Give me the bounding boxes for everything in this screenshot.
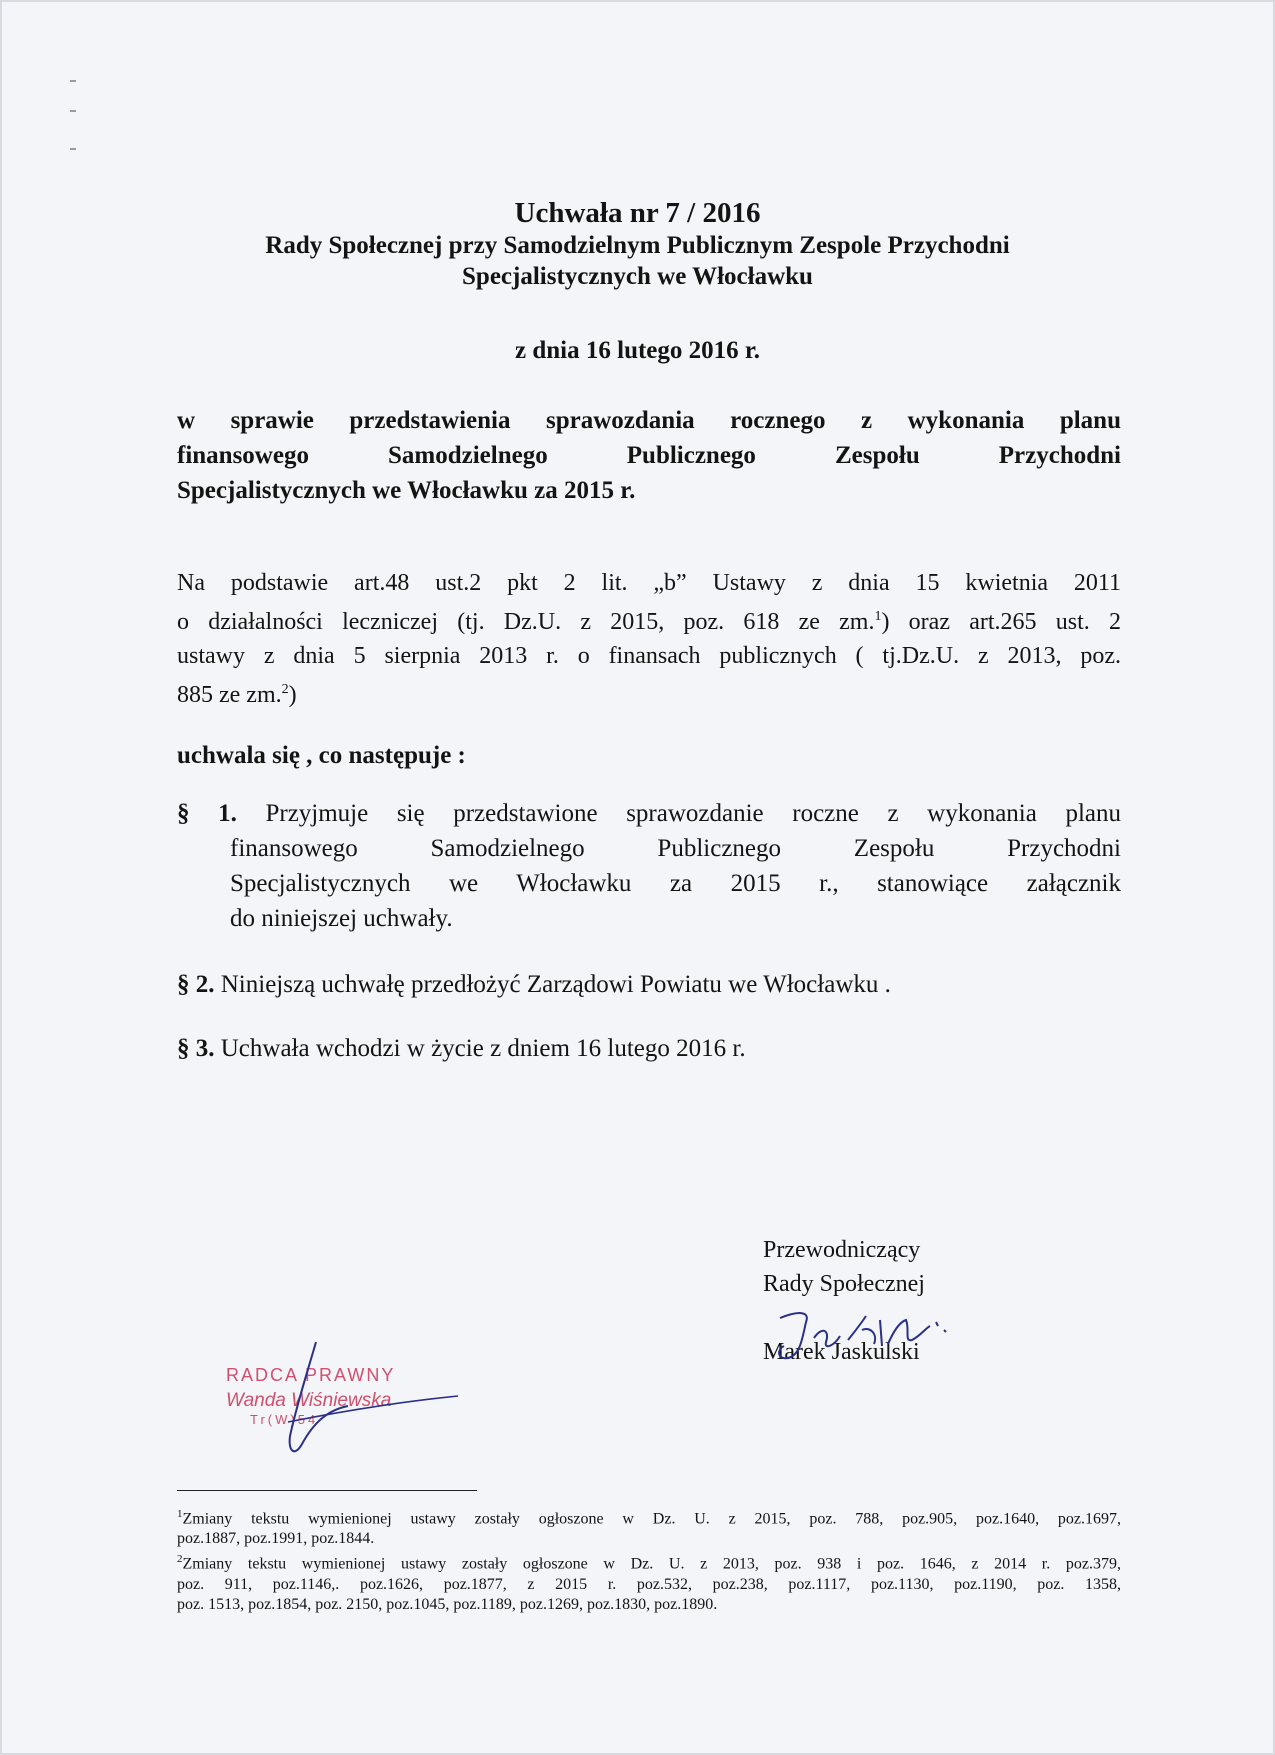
- footnote-line: poz.1887, poz.1991, poz.1844.: [177, 1530, 375, 1548]
- initial-signature-icon: [268, 1340, 468, 1470]
- signatory-role: Przewodniczący: [763, 1237, 921, 1263]
- issuer-line-1: Rady Społecznej przy Samodzielnym Publicznym Zespole Przychodni: [265, 232, 1010, 259]
- document-title: Uchwała nr 7 / 2016: [514, 197, 761, 229]
- paragraph-text: Przyjmuje się przedstawione sprawozdanie roczne z wykonania planu: [265, 800, 1121, 827]
- footnote-text: Zmiany tekstu wymienionej ustawy zostały ogłoszone w Dz. U. z 2013, poz. 938 i poz. 1646, z 2014 r. poz.379,: [182, 1555, 1121, 1573]
- footnote-ref: 2: [281, 682, 289, 697]
- signatory-body: Rady Społecznej: [763, 1271, 925, 1297]
- footnote-marker: 1: [177, 1508, 183, 1520]
- document-header: [0, 196, 1275, 292]
- paragraph-line: Specjalistycznych we Włocławku za 2015 r., stanowiące załącznik: [230, 870, 1121, 897]
- paragraph-line: do niniejszej uchwały.: [230, 905, 453, 932]
- basis-line: [177, 600, 1121, 639]
- footnote-ref: 1: [874, 609, 882, 624]
- footnote-text: Zmiany tekstu wymienionej ustawy zostały ogłoszone w Dz. U. z 2015, poz. 788, poz.905, poz.1640, poz.1697,: [182, 1510, 1121, 1528]
- basis-text: o działalności leczniczej (tj. Dz.U. z 2015, poz. 618 ze zm.: [177, 609, 875, 635]
- paragraph-2: [177, 967, 1121, 1002]
- subject-line: w sprawie przedstawienia sprawozdania rocznego z wykonania planu: [177, 407, 1121, 434]
- paragraph-number: § 1.: [177, 800, 237, 827]
- basis-text: ) oraz art.265 ust. 2: [881, 609, 1121, 635]
- scan-mark: [70, 148, 76, 150]
- basis-line: Na podstawie art.48 ust.2 pkt 2 lit. „b” Ustawy z dnia 15 kwietnia 2011: [177, 570, 1121, 596]
- legal-basis: [177, 566, 1121, 712]
- signatory-name: Marek Jaskulski: [763, 1339, 920, 1365]
- resolution-intro: uchwala się , co następuje :: [177, 742, 466, 769]
- footnote-line: [177, 1504, 1121, 1529]
- paragraph-line: finansowego Samodzielnego Publicznego Zespołu Przychodni: [230, 835, 1121, 862]
- paragraph-number: § 2.: [177, 971, 215, 998]
- footnote-line: poz. 1513, poz.1854, poz. 2150, poz.1045, poz.1189, poz.1269, poz.1830, poz.1890.: [177, 1595, 718, 1613]
- paragraph-3: [177, 1031, 1121, 1066]
- footnote-marker: 2: [177, 1553, 183, 1566]
- basis-line: ustawy z dnia 5 sierpnia 2013 r. o finansach publicznych ( tj.Dz.U. z 2013, poz.: [177, 643, 1121, 669]
- paragraph-line: [177, 796, 1121, 831]
- basis-line: [177, 673, 1121, 712]
- handwritten-signature-icon: [770, 1300, 960, 1370]
- stamp-number: Tr(W)54: [250, 1412, 319, 1427]
- stamp-name: Wanda Wiśniewska: [226, 1390, 392, 1411]
- scan-mark: [70, 110, 76, 112]
- scan-mark: [70, 80, 76, 82]
- basis-text: 885 ze zm.: [177, 682, 282, 708]
- document-date: z dnia 16 lutego 2016 r.: [515, 337, 760, 364]
- stamp-title: RADCA PRAWNY: [226, 1365, 396, 1385]
- footnotes: [177, 1504, 1121, 1615]
- issuer-line-2: Specjalistycznych we Włocławku: [462, 263, 813, 290]
- paragraph-1: [177, 796, 1121, 936]
- paragraph-text: Uchwała wchodzi w życie z dniem 16 lutego 2016 r.: [220, 1035, 746, 1062]
- basis-text: ): [288, 682, 297, 708]
- paragraph-text: Niniejszą uchwałę przedłożyć Zarządowi Powiatu we Włocławku .: [220, 971, 891, 998]
- footnote-divider: [177, 1490, 477, 1491]
- footnote-line: poz. 911, poz.1146,. poz.1626, poz.1877, z 2015 r. poz.532, poz.238, poz.1117, poz.1130, poz.1190, poz. 1358,: [177, 1575, 1121, 1593]
- paragraph-number: § 3.: [177, 1035, 215, 1062]
- subject-line: finansowego Samodzielnego Publicznego Zespołu Przychodni: [177, 442, 1121, 469]
- subject-line: Specjalistycznych we Włocławku za 2015 r.: [177, 477, 636, 504]
- subject-block: [177, 403, 1121, 508]
- footnote-line: [177, 1549, 1121, 1574]
